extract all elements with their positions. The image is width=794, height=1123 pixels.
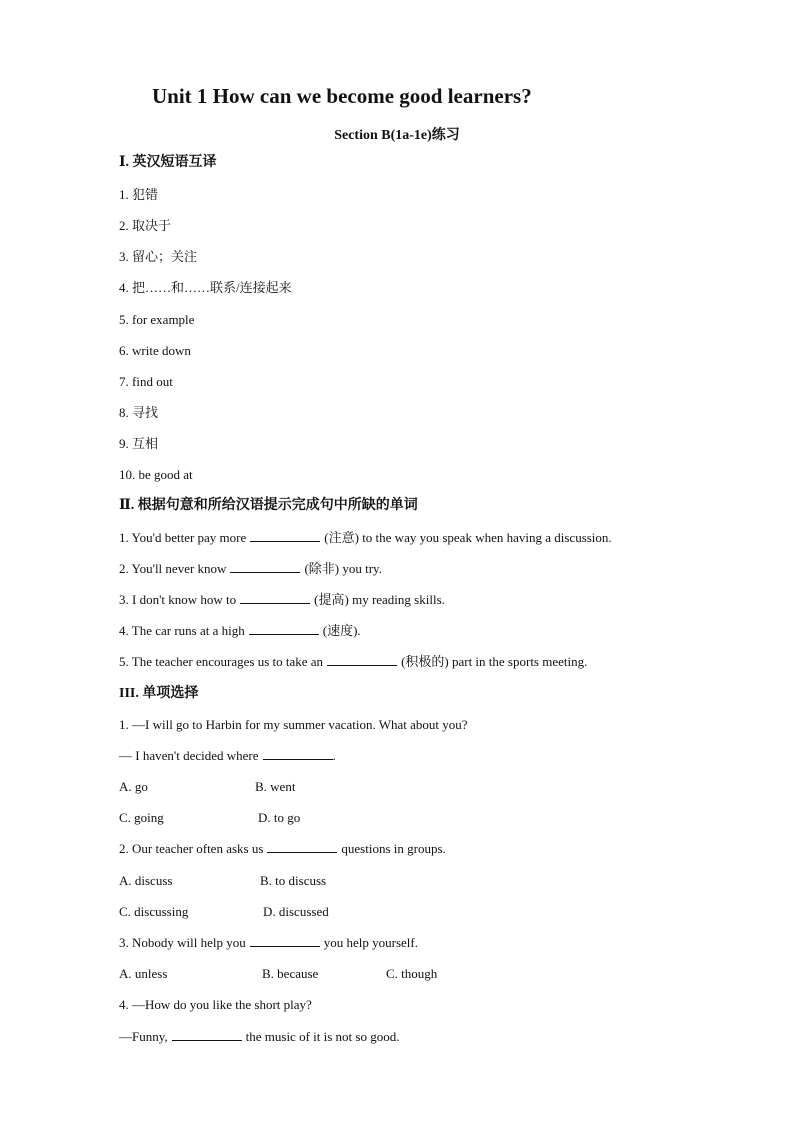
question-1-reply: [119, 747, 336, 765]
subtitle-text: Section B(1a-1e)练习: [334, 128, 460, 143]
answer-blank[interactable]: [250, 934, 320, 947]
option-d[interactable]: D. discussed: [263, 904, 329, 919]
answer-blank[interactable]: [240, 591, 310, 604]
sentence-start: 1. You'd better pay more: [119, 530, 247, 545]
section-1-item: 9. 互相: [119, 436, 159, 451]
sentence-start: 4. The car runs at a high: [119, 623, 245, 638]
question-4-reply: [119, 1028, 399, 1046]
question-1-stem: 1. —I will go to Harbin for my summer vacation. What about you?: [119, 717, 468, 732]
section-2-item: [119, 591, 445, 609]
question-2-stem: [119, 840, 446, 858]
answer-blank[interactable]: [249, 622, 319, 635]
section-1-item: 6. write down: [119, 343, 191, 358]
sentence-end: (积极的) part in the sports meeting.: [401, 654, 588, 669]
sentence-end: you help yourself.: [323, 935, 418, 950]
answer-blank[interactable]: [263, 747, 333, 760]
section-1-item: 8. 寻找: [119, 405, 159, 420]
section-2-item: [119, 622, 361, 640]
section-1-item: 3. 留心；关注: [119, 249, 198, 264]
section-1-heading: Ⅰ. 英汉短语互译: [119, 155, 217, 170]
answer-blank[interactable]: [172, 1028, 242, 1041]
sentence-end: .: [332, 748, 336, 763]
section-1-item: 10. be good at: [119, 467, 193, 482]
sentence-start: — I haven't decided where: [119, 748, 259, 763]
sentence-end: questions in groups.: [341, 841, 446, 856]
answer-blank[interactable]: [267, 840, 337, 853]
page-subtitle: [0, 124, 794, 144]
option-c[interactable]: C. though: [386, 966, 438, 981]
option-a[interactable]: A. discuss: [119, 873, 173, 888]
answer-blank[interactable]: [327, 653, 397, 666]
option-a[interactable]: A. unless: [119, 966, 168, 981]
section-1-item: 5. for example: [119, 312, 195, 327]
page-title: Unit 1 How can we become good learners?: [152, 84, 532, 108]
section-1-item: 7. find out: [119, 374, 173, 389]
option-b[interactable]: B. to discuss: [260, 873, 327, 888]
section-1-item: 1. 犯错: [119, 187, 159, 202]
section-2-heading: Ⅱ. 根据句意和所给汉语提示完成句中所缺的单词: [119, 498, 418, 513]
sentence-end: (速度).: [322, 623, 361, 638]
sentence-start: 3. I don't know how to: [119, 592, 237, 607]
section-1-item: 2. 取决于: [119, 218, 172, 233]
section-2-item: [119, 653, 587, 671]
sentence-start: 2. Our teacher often asks us: [119, 841, 264, 856]
section-2-item: [119, 560, 382, 578]
sentence-start: —Funny,: [119, 1029, 168, 1044]
sentence-end: (提高) my reading skills.: [314, 592, 445, 607]
section-2-item: [119, 529, 612, 547]
section-3-heading: III. 单项选择: [119, 686, 199, 701]
option-c[interactable]: C. going: [119, 810, 164, 825]
sentence-start: 2. You'll never know: [119, 561, 227, 576]
option-a[interactable]: A. go: [119, 779, 148, 794]
option-b[interactable]: B. because: [262, 966, 319, 981]
sentence-end: (注意) to the way you speak when having a discussion.: [324, 530, 612, 545]
sentence-end: (除非) you try.: [304, 561, 382, 576]
sentence-start: 3. Nobody will help you: [119, 935, 246, 950]
option-b[interactable]: B. went: [255, 779, 296, 794]
sentence-end: the music of it is not so good.: [245, 1029, 400, 1044]
section-1-item: 4. 把……和……联系/连接起来: [119, 280, 292, 295]
question-4-stem: 4. —How do you like the short play?: [119, 997, 312, 1012]
option-c[interactable]: C. discussing: [119, 904, 189, 919]
answer-blank[interactable]: [230, 560, 300, 573]
question-3-stem: [119, 934, 418, 952]
answer-blank[interactable]: [250, 529, 320, 542]
sentence-start: 5. The teacher encourages us to take an: [119, 654, 324, 669]
option-d[interactable]: D. to go: [258, 810, 301, 825]
